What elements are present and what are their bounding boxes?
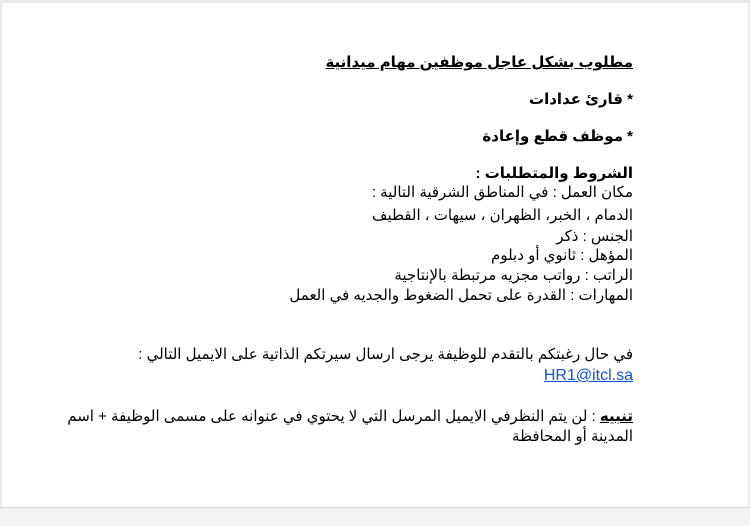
requirement-work-location: مكان العمل : في المناطق الشرقية التالية : <box>371 184 633 201</box>
requirement-gender: الجنس : ذكر <box>556 228 633 245</box>
page-bottom-edge <box>0 507 750 526</box>
apply-instructions: في حال رغبتكم بالتقدم للوظيفة يرجى ارسال سيرتكم الذاتية على الايميل التالي : <box>138 346 633 363</box>
email-link[interactable]: HR1@itcl.sa <box>543 367 633 384</box>
notice-text: : لن يتم النظرفي الايميل المرسل التي لا يحتوي في عنوانه على مسمى الوظيفة + اسم <box>67 408 600 425</box>
notice-label: تنبيه <box>599 408 633 425</box>
requirement-cities: الدمام ، الخبر، الظهران ، سيهات ، القطيف <box>371 207 633 224</box>
document-title: مطلوب بشكل عاجل موظفين مهام ميدانية <box>325 54 633 71</box>
position-item-meter-reader: * قارئ عدادات <box>529 91 633 108</box>
requirement-skills: المهارات : القدرة على تحمل الضغوط والجديه في العمل <box>289 287 633 304</box>
position-item-cut-restore: * موظف قطع وإعادة <box>482 128 633 145</box>
notice-line <box>67 408 633 426</box>
requirement-qualification: المؤهل : ثانوي أو دبلوم <box>491 247 633 264</box>
notice-continuation: المدينة أو المحافظة <box>512 428 633 445</box>
email-link-row <box>544 367 633 385</box>
page-left-edge <box>0 0 2 526</box>
page-top-edge <box>0 0 750 3</box>
requirements-heading: الشروط والمتطلبات : <box>475 165 633 182</box>
requirement-salary: الراتب : رواتب مجزيه مرتبطة بالإنتاجية <box>394 267 633 284</box>
